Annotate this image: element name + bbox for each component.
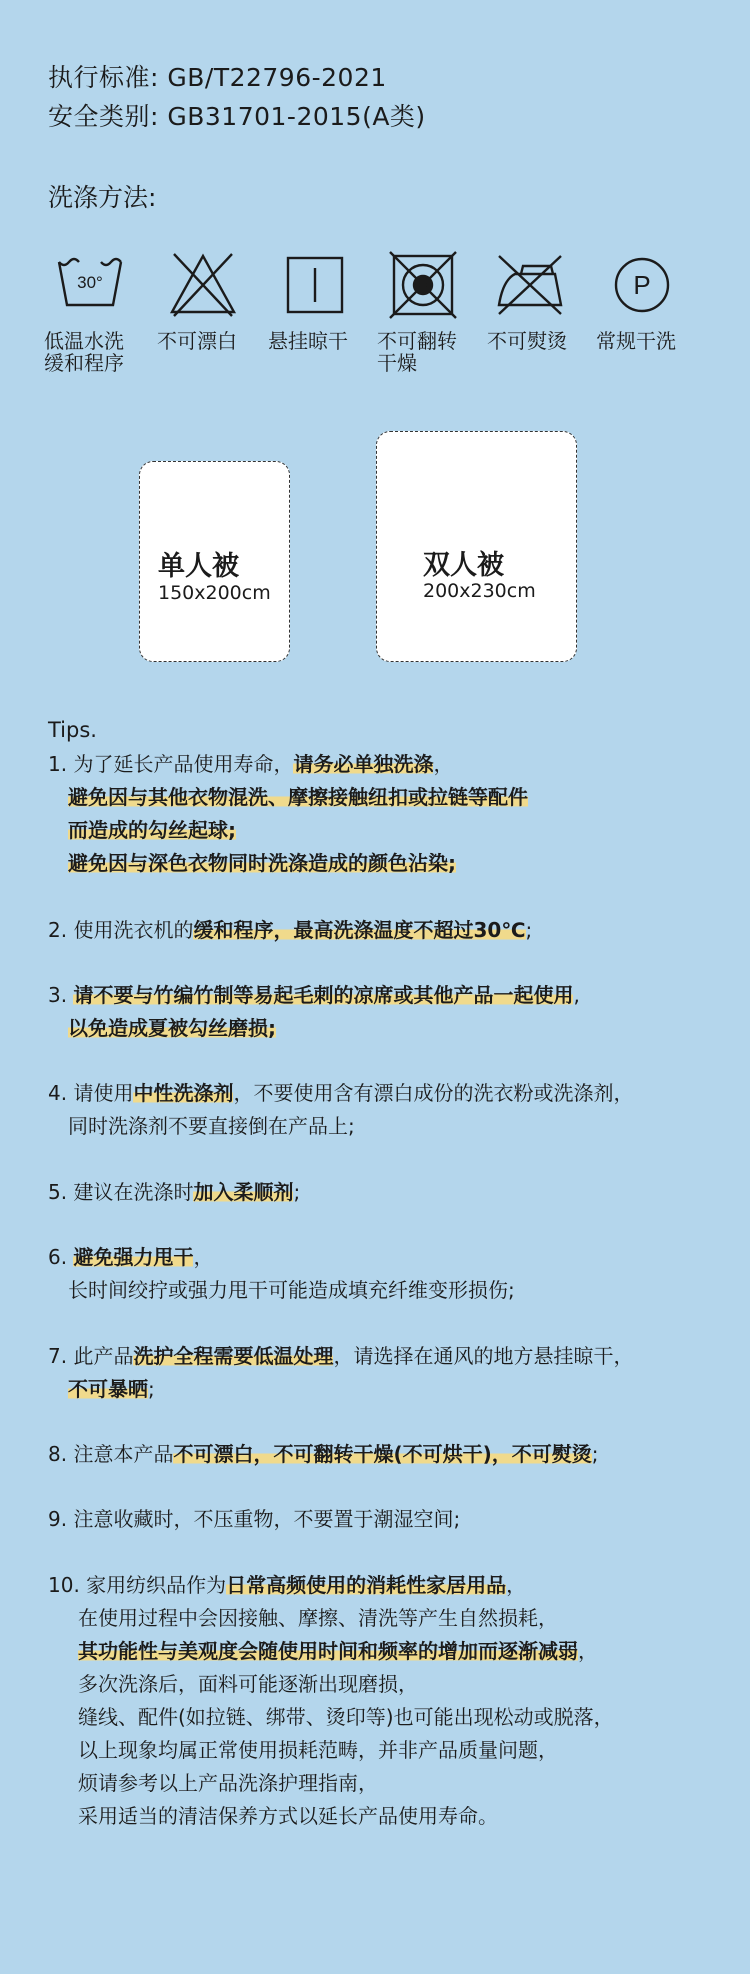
- tip-2: 2. 使用洗衣机的缓和程序，最高洗涤温度不超过30℃;: [48, 918, 533, 942]
- no-iron-icon: [495, 250, 565, 320]
- tip-4: 4. 请使用中性洗涤剂，不要使用含有漂白成份的洗衣粉或洗涤剂， 同时洗涤剂不要直接倒在产品上;: [48, 1081, 634, 1138]
- single-quilt-card: [139, 461, 290, 662]
- no-tumble-dry-icon: [388, 250, 458, 320]
- wash-30-icon: [55, 250, 125, 320]
- hang-dry-icon: [280, 250, 350, 320]
- dry-clean-p-icon: [607, 250, 677, 320]
- wash-temp-text: 30°: [77, 273, 103, 292]
- tips-title: Tips.: [48, 718, 97, 742]
- icon-label-no-iron: 不可熨烫: [487, 329, 567, 353]
- icon-label-dry-clean: 常规干洗: [596, 329, 676, 353]
- double-quilt-card: [376, 431, 577, 662]
- standard-line-1: 执行标准: GB/T22796-2021: [48, 63, 387, 92]
- icon-label-no-bleach: 不可漂白: [157, 329, 237, 353]
- wash-method-title: 洗涤方法:: [48, 183, 157, 212]
- tip-3: 3. 请不要与竹编竹制等易起毛刺的凉席或其他产品一起使用, 以免造成夏被勾丝磨损;: [48, 983, 580, 1040]
- tip-10: 10. 家用纺织品作为日常高频使用的消耗性家居用品， 在使用过程中会因接触、摩擦、清洗等产生自然损耗， 其功能性与美观度会随使用时间和频率的增加而逐渐减弱， 多次洗涤后，面料可能逐渐出现磨损， 缝线、配件(如拉链、绑带、烫印等)也可能出现松动或脱落， 以上现象均属正常使用损耗范畴，并非产品质量问题， 烦请参考以上产品洗涤护理指南， 采用适当的清洁保养方式以延长产品使用寿命。: [48, 1573, 614, 1828]
- tip-6: 6. 避免强力甩干， 长时间绞拧或强力甩干可能造成填充纤维变形损伤;: [48, 1245, 515, 1302]
- dry-clean-letter: P: [633, 270, 651, 300]
- card-size: 150x200cm: [158, 582, 271, 604]
- card-name: 单人被: [158, 551, 239, 582]
- icon-label-no-tumble: 不可翻转 干燥: [377, 329, 457, 375]
- no-bleach-icon: [168, 250, 238, 320]
- tip-1: 1. 为了延长产品使用寿命，请务必单独洗涤， 避免因与其他衣物混洗、摩擦接触纽扣或拉链等配件 而造成的勾丝起球; 避免因与深色衣物同时洗涤造成的颜色沾染;: [48, 752, 528, 875]
- card-size: 200x230cm: [423, 580, 536, 602]
- icon-label-wash: 低温水洗 缓和程序: [44, 329, 124, 375]
- tip-9: 9. 注意收藏时，不压重物，不要置于潮湿空间;: [48, 1507, 461, 1531]
- tip-8: 8. 注意本产品不可漂白，不可翻转干燥(不可烘干)，不可熨烫;: [48, 1442, 599, 1466]
- tip-7: 7. 此产品洗护全程需要低温处理，请选择在通风的地方悬挂晾干， 不可暴晒;: [48, 1344, 634, 1401]
- standard-line-2: 安全类别: GB31701-2015(A类): [48, 102, 426, 131]
- tip-5: 5. 建议在洗涤时加入柔顺剂;: [48, 1180, 301, 1204]
- card-name: 双人被: [423, 550, 504, 581]
- icon-label-hang-dry: 悬挂晾干: [268, 329, 348, 353]
